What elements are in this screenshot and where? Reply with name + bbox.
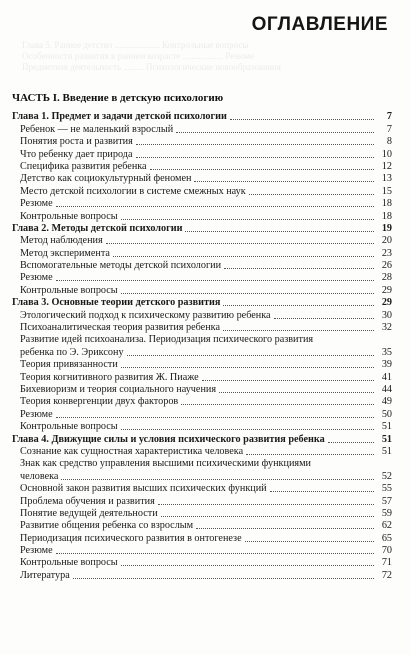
toc-entry-page: 26 [381, 260, 392, 272]
toc-entry-text: Контрольные вопросы [20, 284, 118, 296]
dot-leader [219, 392, 374, 393]
dot-leader [194, 181, 374, 182]
toc-entry-page: 23 [381, 247, 392, 259]
dot-leader [56, 280, 374, 281]
dot-leader [136, 144, 374, 145]
dot-leader [56, 417, 374, 418]
toc-entry-text: Этологический подход к психическому развитию ребенка [20, 309, 271, 321]
dot-leader [73, 578, 374, 579]
toc-entry-page: 55 [381, 483, 392, 495]
toc-entry-page: 39 [381, 359, 392, 371]
toc-entry-page: 72 [381, 569, 392, 581]
dot-leader [328, 442, 374, 443]
toc-entry-page: 12 [381, 160, 392, 172]
toc-entry [12, 185, 392, 197]
toc-entry-text: Вспомогательные методы детской психологии [20, 260, 222, 272]
toc-entry [12, 260, 392, 272]
toc-entry-page: 13 [381, 173, 392, 185]
toc-chapter-page: 29 [381, 297, 392, 309]
toc-chapter-text: Глава 2. Методы детской психологии [12, 222, 183, 234]
dot-leader [121, 293, 374, 294]
toc-entry-text: Психоаналитическая теория развития ребенка [20, 322, 220, 334]
toc-entry-text: Бихевиоризм и теория социального научения [20, 383, 217, 395]
toc-entry-text: Резюме [20, 408, 53, 420]
toc-entry [12, 495, 392, 507]
dot-leader [181, 404, 374, 405]
toc-entry-page: 28 [381, 272, 392, 284]
toc-entry [12, 272, 392, 284]
toc-entry-page: 32 [381, 322, 392, 334]
toc-entry-page: 59 [381, 507, 392, 519]
toc-entry-page: 29 [381, 284, 392, 296]
toc-entry-text: Теория конвергенции двух факторов [20, 396, 179, 408]
dot-leader [230, 119, 374, 120]
dot-leader [185, 231, 374, 232]
toc-entry-page: 49 [381, 396, 392, 408]
toc-entry-text: Резюме [20, 272, 53, 284]
toc-entry [12, 569, 392, 581]
toc-entry [12, 446, 392, 458]
toc-entry [12, 421, 392, 433]
toc-entry [12, 247, 392, 259]
toc-chapter-text: Глава 4. Движущие силы и условия психического развития ребенка [12, 433, 325, 445]
dot-leader [223, 330, 374, 331]
dot-leader [202, 380, 374, 381]
dot-leader [246, 454, 374, 455]
toc-entry-text: Развитие идей психоанализа. Периодизация психического развития [20, 334, 314, 346]
dot-leader [56, 553, 374, 554]
toc-entry-text: Метод эксперимента [20, 247, 110, 259]
toc-entry-page: 51 [381, 421, 392, 433]
toc-entry [12, 148, 392, 160]
toc-entry-text: Резюме [20, 198, 53, 210]
dot-leader [158, 504, 374, 505]
toc-entry [12, 235, 392, 247]
toc-entry-text: Развитие общения ребенка со взрослым [20, 520, 194, 532]
dot-leader [136, 157, 375, 158]
toc-entry-text: Понятие ведущей деятельности [20, 507, 158, 519]
toc-entry-page: 8 [386, 136, 392, 148]
toc-entry [12, 508, 392, 520]
toc-entry [12, 384, 392, 396]
toc-entry-text: Контрольные вопросы [20, 210, 118, 222]
toc-entry-text: Периодизация психического развития в онтогенезе [20, 532, 242, 544]
toc-entry-text: Основной закон развития высших психических функций [20, 483, 267, 495]
toc-entry-page: 30 [381, 309, 392, 321]
toc-entry-text: ребенка по Э. Эриксону [20, 346, 124, 358]
dot-leader [223, 305, 374, 306]
toc-entry-page: 44 [381, 383, 392, 395]
dot-leader [161, 516, 374, 517]
toc-entry-text: Специфика развития ребенка [20, 160, 147, 172]
toc-entry-text: человека [20, 470, 59, 482]
toc-entry-page: 18 [381, 198, 392, 210]
bleed-through-text [22, 40, 392, 85]
dot-leader [121, 565, 374, 566]
toc-entry-page: 15 [381, 185, 392, 197]
toc-chapter [12, 433, 392, 445]
dot-leader [56, 206, 374, 207]
dot-leader [249, 194, 374, 195]
toc-entry-page: 51 [381, 445, 392, 457]
toc-entry [12, 136, 392, 148]
dot-leader [150, 169, 374, 170]
toc-entry-text: Метод наблюдения [20, 235, 103, 247]
toc-entry [12, 371, 392, 383]
toc-entry-text: Контрольные вопросы [20, 421, 118, 433]
toc-entry-text: Литература [20, 569, 70, 581]
dot-leader [196, 528, 374, 529]
toc-entry [12, 123, 392, 135]
ghost-line: Предметная деятельность ......... Психологические новообразования [22, 62, 281, 72]
toc-entry-text: Теория привязанности [20, 359, 118, 371]
toc-entry [12, 210, 392, 222]
toc-entry-text: Ребенок — не маленький взрослый [20, 123, 174, 135]
toc-entry-page: 52 [381, 470, 392, 482]
toc-entry [12, 483, 392, 495]
toc-entry-page: 10 [381, 148, 392, 160]
toc-entry-text: Проблема обучения и развития [20, 495, 155, 507]
toc-chapter [12, 223, 392, 235]
toc-entry-text: Теория когнитивного развития Ж. Пиаже [20, 371, 199, 383]
toc-entry [12, 284, 392, 296]
toc-entry-page: 41 [381, 371, 392, 383]
dot-leader [127, 355, 374, 356]
toc-entry-text: Сознание как сущностная характеристика человека [20, 445, 244, 457]
toc-entry-page: 65 [381, 532, 392, 544]
toc-chapter-page: 51 [381, 433, 392, 445]
toc-entry-text: Понятия роста и развития [20, 136, 133, 148]
toc-entry-page: 71 [381, 557, 392, 569]
toc-entry-text: Знак как средство управления высшими психическими функциями [20, 457, 311, 469]
toc-entry-page: 62 [381, 520, 392, 532]
toc-entry-text: Детство как социокультурный феномен [20, 173, 192, 185]
dot-leader [106, 243, 374, 244]
toc-chapter [12, 111, 392, 123]
dot-leader [270, 491, 374, 492]
ghost-line: Особенности развития в раннем возрасте .................. Резюме [22, 51, 255, 61]
toc-entry-page: 57 [381, 495, 392, 507]
toc-entry [12, 545, 392, 557]
toc-entry [12, 173, 392, 185]
part-heading: ЧАСТЬ I. Введение в детскую психологию [12, 92, 224, 104]
toc-entry [12, 359, 392, 371]
dot-leader [61, 479, 374, 480]
toc-chapter-text: Глава 1. Предмет и задачи детской психологии [12, 111, 227, 123]
toc-entry [12, 532, 392, 544]
toc-chapter-page: 7 [386, 111, 392, 123]
toc-chapter-text: Глава 3. Основные теории детского развития [12, 297, 221, 309]
toc-entry [12, 346, 392, 358]
ghost-line: Глава 5. Раннее детство .................... Контрольные вопросы [22, 40, 249, 50]
dot-leader [245, 541, 374, 542]
dot-leader [121, 367, 374, 368]
toc-entry-page: 70 [381, 545, 392, 557]
toc-entry [12, 322, 392, 334]
dot-leader [274, 318, 374, 319]
toc-entry-page: 35 [381, 346, 392, 358]
toc-entry [12, 161, 392, 173]
toc-entry-page: 18 [381, 210, 392, 222]
toc-entry [12, 408, 392, 420]
toc-entry-page: 50 [381, 408, 392, 420]
toc-chapter-page: 19 [381, 222, 392, 234]
toc-entry-text: Резюме [20, 545, 53, 557]
toc-entry-text: Что ребенку дает природа [20, 148, 133, 160]
toc-entry [12, 309, 392, 321]
dot-leader [113, 256, 374, 257]
toc-entry-page: 7 [386, 123, 392, 135]
dot-leader [121, 429, 374, 430]
toc-entry-page: 20 [381, 235, 392, 247]
page-title: ОГЛАВЛЕНИЕ [251, 14, 388, 35]
dot-leader [224, 268, 374, 269]
dot-leader [176, 132, 374, 133]
toc-entry [12, 396, 392, 408]
toc-entry [12, 470, 392, 482]
toc-chapter [12, 297, 392, 309]
toc-entry [12, 520, 392, 532]
toc-entry [12, 557, 392, 569]
table-of-contents [12, 111, 392, 582]
dot-leader [121, 219, 374, 220]
toc-entry [12, 198, 392, 210]
toc-entry-text: Контрольные вопросы [20, 557, 118, 569]
toc-entry-text: Место детской психологии в системе смежных наук [20, 185, 246, 197]
